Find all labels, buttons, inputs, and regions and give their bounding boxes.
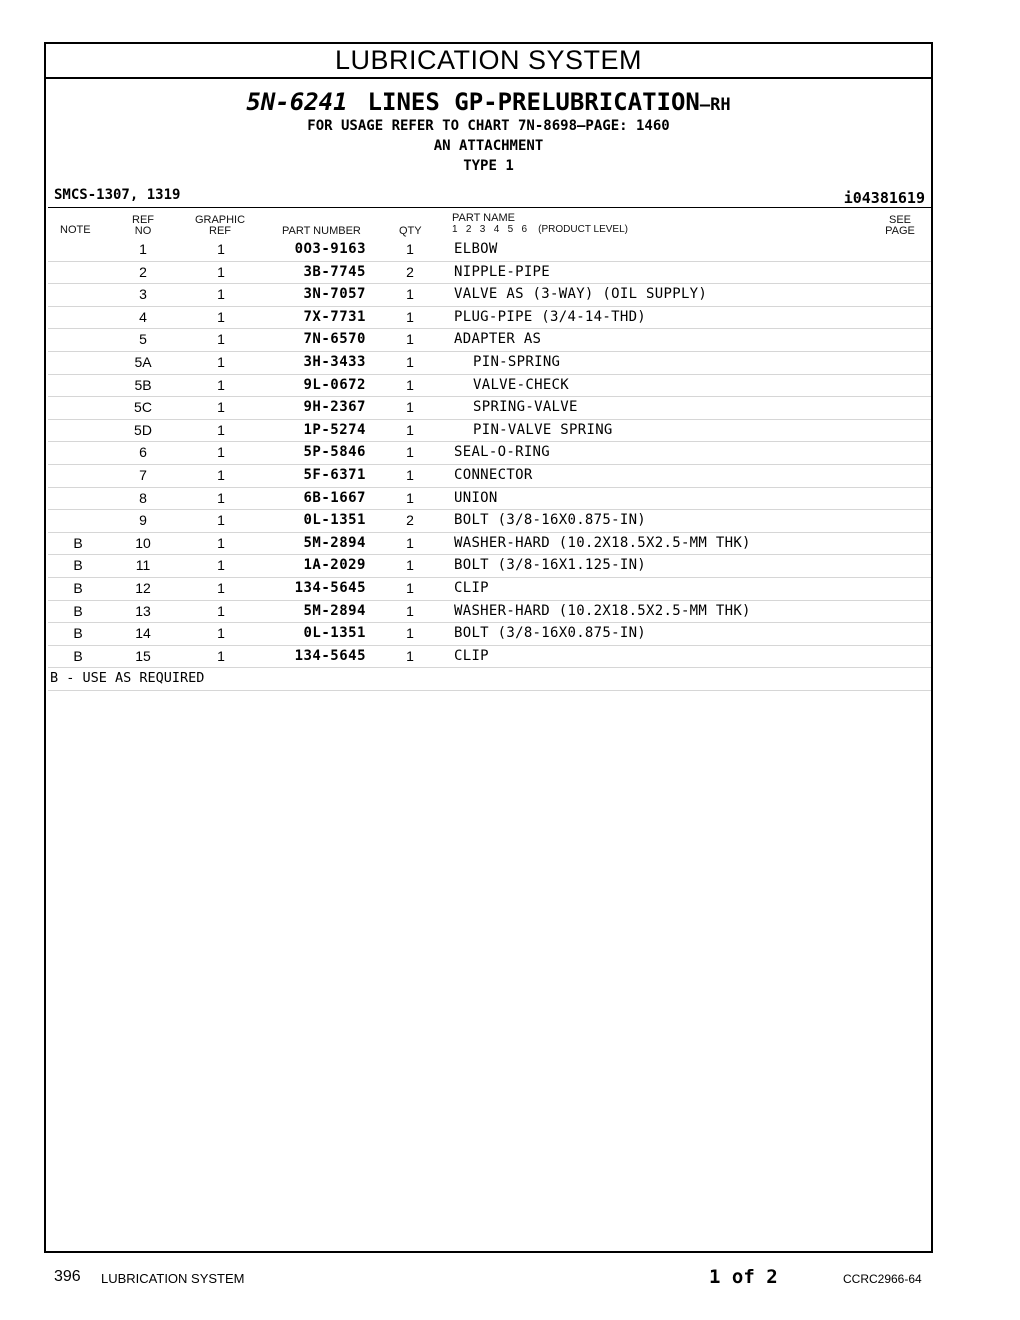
row-part-number: 6B-1667 xyxy=(303,489,366,506)
row-note: B xyxy=(73,534,83,551)
footer-page-number: 396 xyxy=(54,1268,81,1285)
table-row xyxy=(48,465,931,488)
row-ref-no: 5 xyxy=(139,331,147,348)
row-part-name: WASHER-HARD (10.2X18.5X2.5-MM THK) xyxy=(454,534,751,551)
row-ref-no: 12 xyxy=(135,579,151,596)
row-part-name: PIN-SPRING xyxy=(473,353,561,370)
footer-section: LUBRICATION SYSTEM xyxy=(101,1271,245,1286)
row-ref-no: 10 xyxy=(135,534,151,551)
row-part-number: 9H-2367 xyxy=(303,399,366,416)
parts-page-frame xyxy=(44,42,933,1253)
row-qty: 1 xyxy=(406,308,414,325)
attachment-line: AN ATTACHMENT xyxy=(433,138,544,154)
row-graphic-ref: 1 xyxy=(217,376,225,393)
illustration-id: i04381619 xyxy=(843,189,925,207)
table-row xyxy=(48,510,931,533)
row-graphic-ref: 1 xyxy=(217,647,225,664)
row-ref-no: 15 xyxy=(135,647,151,664)
row-qty: 1 xyxy=(406,625,414,642)
col-header-see-top: SEE xyxy=(888,214,911,226)
col-header-see-bottom: PAGE xyxy=(885,225,915,237)
row-graphic-ref: 1 xyxy=(217,263,225,280)
row-part-number: 134-5645 xyxy=(294,647,366,664)
section-title: LUBRICATION SYSTEM xyxy=(46,44,931,79)
row-qty: 1 xyxy=(406,353,414,370)
row-part-number: 0L-1351 xyxy=(303,625,366,642)
group-part-number: 5N-6241 xyxy=(246,88,348,116)
row-graphic-ref: 1 xyxy=(217,534,225,551)
group-name: LINES GP-PRELUBRICATION xyxy=(367,88,700,116)
row-qty: 1 xyxy=(406,444,414,461)
row-part-number: 5M-2894 xyxy=(303,534,366,551)
row-ref-no: 4 xyxy=(139,308,147,325)
smcs-code: SMCS-1307, 1319 xyxy=(54,187,181,203)
row-graphic-ref: 1 xyxy=(217,444,225,461)
col-header-note: NOTE xyxy=(60,224,91,236)
row-graphic-ref: 1 xyxy=(217,579,225,596)
row-part-number: 3N-7057 xyxy=(303,286,366,303)
col-header-graphic-top: GRAPHIC xyxy=(194,214,246,226)
row-part-number: 134-5645 xyxy=(294,579,366,596)
row-part-number: 0L-1351 xyxy=(303,512,366,529)
group-heading xyxy=(46,88,931,116)
row-qty: 1 xyxy=(406,557,414,574)
col-header-part-name xyxy=(452,213,628,235)
row-qty: 1 xyxy=(406,466,414,483)
row-part-number: 7N-6570 xyxy=(303,331,366,348)
row-graphic-ref: 1 xyxy=(217,308,225,325)
row-ref-no: 5D xyxy=(134,421,152,438)
table-row xyxy=(48,488,931,511)
col-header-qty: QTY xyxy=(399,225,422,237)
row-ref-no: 5B xyxy=(134,376,152,393)
row-ref-no: 7 xyxy=(139,466,147,483)
row-part-number: 5F-6371 xyxy=(303,466,366,483)
table-row xyxy=(48,601,931,624)
row-qty: 1 xyxy=(406,331,414,348)
row-part-name: WASHER-HARD (10.2X18.5X2.5-MM THK) xyxy=(454,602,751,619)
row-graphic-ref: 1 xyxy=(217,602,225,619)
group-suffix: —RH xyxy=(699,95,731,115)
row-part-name: PIN-VALVE SPRING xyxy=(473,421,613,438)
table-row xyxy=(48,375,931,398)
row-qty: 1 xyxy=(406,579,414,596)
row-qty: 1 xyxy=(406,489,414,506)
row-graphic-ref: 1 xyxy=(217,557,225,574)
row-part-number: 1A-2029 xyxy=(303,557,366,574)
row-graphic-ref: 1 xyxy=(217,625,225,642)
table-row xyxy=(48,239,931,262)
row-part-name: BOLT (3/8-16X1.125-IN) xyxy=(454,557,647,574)
table-row xyxy=(48,442,931,465)
row-ref-no: 13 xyxy=(135,602,151,619)
row-part-name: PLUG-PIPE (3/4-14-THD) xyxy=(454,308,647,325)
row-ref-no: 2 xyxy=(139,263,147,280)
table-row xyxy=(48,420,931,443)
row-qty: 2 xyxy=(406,512,414,529)
row-ref-no: 8 xyxy=(139,489,147,506)
parts-table-body xyxy=(48,239,931,668)
row-graphic-ref: 1 xyxy=(217,466,225,483)
row-graphic-ref: 1 xyxy=(217,399,225,416)
row-part-name: NIPPLE-PIPE xyxy=(454,263,551,280)
col-header-product-levels: 1 2 3 4 5 6 (PRODUCT LEVEL) xyxy=(452,224,628,235)
row-part-name: SEAL-O-RING xyxy=(454,444,551,461)
row-ref-no: 14 xyxy=(135,625,151,642)
table-row xyxy=(48,352,931,375)
row-note: B xyxy=(73,647,83,664)
row-part-name: VALVE AS (3-WAY) (OIL SUPPLY) xyxy=(454,286,708,303)
row-part-name: VALVE-CHECK xyxy=(473,376,570,393)
row-part-name: CLIP xyxy=(454,647,489,664)
row-ref-no: 9 xyxy=(139,512,147,529)
type-line: TYPE 1 xyxy=(463,158,514,174)
row-qty: 1 xyxy=(406,399,414,416)
table-row xyxy=(48,284,931,307)
row-note: B xyxy=(73,579,83,596)
row-graphic-ref: 1 xyxy=(217,489,225,506)
table-row xyxy=(48,533,931,556)
row-note: B xyxy=(73,602,83,619)
col-header-part-name-label: PART NAME xyxy=(452,212,515,224)
row-qty: 1 xyxy=(406,286,414,303)
table-row xyxy=(48,623,931,646)
table-row xyxy=(48,262,931,285)
row-part-number: 5M-2894 xyxy=(303,602,366,619)
row-part-number: 5P-5846 xyxy=(303,444,366,461)
row-qty: 1 xyxy=(406,376,414,393)
row-qty: 1 xyxy=(406,241,414,257)
table-row xyxy=(48,646,931,669)
row-note: B xyxy=(73,557,83,574)
row-graphic-ref: 1 xyxy=(217,353,225,370)
row-graphic-ref: 1 xyxy=(217,286,225,303)
col-header-ref-top: REF xyxy=(132,214,154,226)
row-part-name: SPRING-VALVE xyxy=(473,399,578,416)
row-qty: 1 xyxy=(406,534,414,551)
row-part-number: 1P-5274 xyxy=(303,421,366,438)
usage-line: FOR USAGE REFER TO CHART 7N-8698—PAGE: 1460 xyxy=(307,118,670,134)
row-part-name: BOLT (3/8-16X0.875-IN) xyxy=(454,625,647,642)
row-part-name: CONNECTOR xyxy=(454,466,533,483)
row-ref-no: 3 xyxy=(139,286,147,303)
col-header-ref-bottom: NO xyxy=(134,225,152,237)
row-part-name: ELBOW xyxy=(454,241,498,257)
table-row xyxy=(48,329,931,352)
row-graphic-ref: 1 xyxy=(217,421,225,438)
row-graphic-ref: 1 xyxy=(217,241,225,257)
table-row xyxy=(48,397,931,420)
row-part-number: 0O3-9163 xyxy=(294,241,366,257)
row-ref-no: 11 xyxy=(135,557,151,574)
row-ref-no: 5A xyxy=(134,353,152,370)
row-qty: 1 xyxy=(406,421,414,438)
row-part-number: 7X-7731 xyxy=(303,308,366,325)
col-header-graphic-ref xyxy=(190,215,250,237)
row-part-number: 3B-7745 xyxy=(303,263,366,280)
footnote: B - USE AS REQUIRED xyxy=(48,668,931,691)
row-part-name: CLIP xyxy=(454,579,489,596)
row-part-name: ADAPTER AS xyxy=(454,331,542,348)
footer-doc-code: CCRC2966-64 xyxy=(843,1272,922,1286)
row-part-name: UNION xyxy=(454,489,498,506)
row-part-name: BOLT (3/8-16X0.875-IN) xyxy=(454,512,647,529)
row-ref-no: 6 xyxy=(139,444,147,461)
row-graphic-ref: 1 xyxy=(217,331,225,348)
table-row xyxy=(48,578,931,601)
header-divider xyxy=(48,207,931,208)
row-ref-no: 5C xyxy=(134,399,152,416)
row-qty: 2 xyxy=(406,263,414,280)
col-header-see-page xyxy=(880,215,920,237)
table-row xyxy=(48,307,931,330)
row-qty: 1 xyxy=(406,602,414,619)
parts-table xyxy=(48,239,931,691)
col-header-ref xyxy=(128,215,158,237)
row-note: B xyxy=(73,625,83,642)
col-header-graphic-bottom: REF xyxy=(209,225,231,237)
table-row xyxy=(48,555,931,578)
footer-sheet: 1 of 2 xyxy=(709,1266,778,1288)
row-qty: 1 xyxy=(406,647,414,664)
row-graphic-ref: 1 xyxy=(217,512,225,529)
col-header-part-number: PART NUMBER xyxy=(282,225,361,237)
row-ref-no: 1 xyxy=(139,241,147,257)
row-part-number: 9L-0672 xyxy=(303,376,366,393)
row-part-number: 3H-3433 xyxy=(303,353,366,370)
